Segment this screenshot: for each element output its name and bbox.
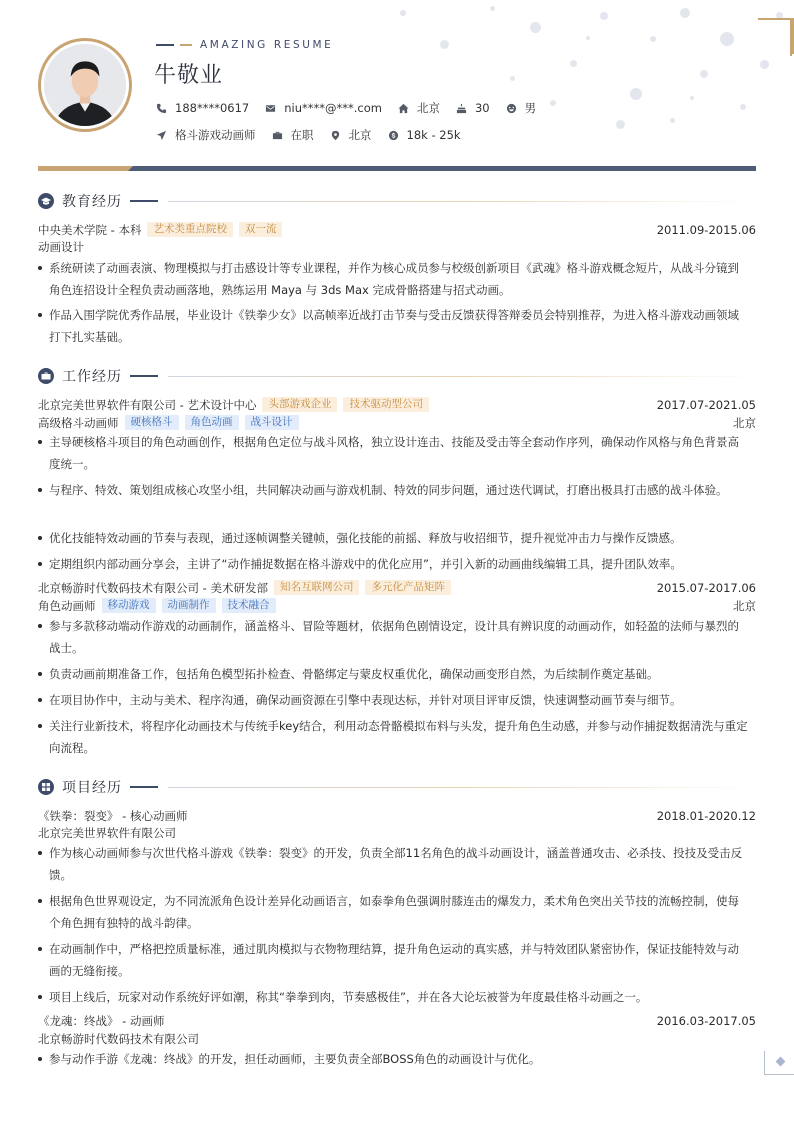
company-tag: 头部游戏企业 [262,397,337,412]
list-item: 根据角色世界观设定，为不同流派角色设计差异化动画语言，如泰拳角色强调肘膝连击的爆发力，柔术角色突出关节技的流畅控制，使每个角色拥有独特的战斗韵律。 [38,890,750,934]
school-tag: 艺术类重点院校 [147,222,233,237]
work-role: 高级格斗动画师 硬核格斗 角色动画 战斗设计 北京 [38,415,756,430]
cake-icon [456,103,467,114]
project-date: 2018.01-2020.12 [656,808,756,823]
coin-icon [388,130,399,141]
work-company: 北京畅游时代数码技术有限公司 - 美术研发部 知名互联网公司 多元化产品矩阵 2015.07-2017.06 [38,580,756,595]
school-tag: 双一流 [239,222,283,237]
mail-icon [265,103,276,114]
project-title: 《铁拳：裂变》 - 核心动画师 2018.01-2020.12 [38,808,756,823]
list-item: 关注行业新技术，将程序化动画技术与传统手key结合，利用动态骨骼模拟布料与头发，提升角色生动感，并参与动作捕捉数据清洗与重定向流程。 [38,715,750,759]
portrait-icon [44,44,126,126]
tagline [156,38,333,52]
list-item: 主导硬核格斗项目的角色动画创作，根据角色定位与战斗风格，独立设计连击、技能及受击等全套动作序列，确保动作风格与角色背景高度统一。 [38,431,750,475]
job-status: 在职 [272,127,314,143]
candidate-name: 牛敬业 [154,63,224,88]
company-tag: 知名互联网公司 [274,580,360,595]
role-tag: 角色动画 [185,415,239,430]
section-work [38,367,756,385]
work-company: 北京完美世界软件有限公司 - 艺术设计中心 头部游戏企业 技术驱动型公司 2017.07-2021.05 [38,397,756,412]
location-pin-icon [330,130,341,141]
list-item: 参与动作手游《龙魂：终战》的开发，担任动画师，主要负责全部BOSS角色的动画设计与优化。 [38,1048,750,1070]
education-major: 动画设计 [38,239,84,254]
work-date: 2015.07-2017.06 [656,580,756,595]
list-item: 负责动画前期准备工作，包括角色模型拓扑检查、骨骼绑定与蒙皮权重优化，确保动画变形自然，为后续制作奠定基础。 [38,663,750,685]
company-tag: 技术驱动型公司 [343,397,429,412]
send-icon [156,130,167,141]
company-tag: 多元化产品矩阵 [365,580,451,595]
age: 30 [456,101,490,115]
briefcase-icon [41,371,51,381]
list-item: 优化技能特效动画的节奏与表现，通过逐帧调整关键帧，强化技能的前摇、释放与收招细节，提升视觉冲击力与操作反馈感。 [38,527,750,549]
salary: 18k - 25k [388,128,461,142]
project-company: 北京畅游时代数码技术有限公司 [38,1031,199,1046]
list-item: 在项目协作中，主动与美术、程序沟通，确保动画资源在引擎中表现达标，并针对项目评审反馈，快速调整动画节奏与细节。 [38,689,750,711]
corner-decoration [758,18,794,54]
role-tag: 动画制作 [162,598,216,613]
list-item: 定期组织内部动画分享会，主讲了“动作捕捉数据在格斗游戏中的优化应用”，并引入新的动画曲线编辑工具，提升团队效率。 [38,553,750,575]
target-position: 格斗游戏动画师 [156,127,256,143]
job-intent-row [156,127,477,143]
section-title: 项目经历 [62,780,122,796]
decorative-dots [380,0,794,140]
project-date: 2016.03-2017.05 [656,1013,756,1028]
grid-icon [41,782,51,792]
tagline-text: AMAZING RESUME [200,39,334,51]
section-title: 工作经历 [62,369,122,385]
section-title: 教育经历 [62,194,122,210]
briefcase-icon [272,130,283,141]
role-tag: 硬核格斗 [125,415,179,430]
section-education [38,192,756,210]
work-city: 北京 [733,598,756,613]
section-project [38,778,756,796]
work-city: 北京 [733,415,756,430]
education-date: 2011.09-2015.06 [656,222,756,237]
city: 北京 [398,100,440,116]
list-item: 参与多款移动端动作游戏的动画制作，涵盖格斗、冒险等题材，依据角色剧情设定，设计具有辨识度的动画动作，如轻盈的法师与暴烈的战士。 [38,615,750,659]
work-role: 角色动画师 移动游戏 动画制作 技术融合 北京 [38,598,756,613]
list-item: 项目上线后，玩家对动作系统好评如潮，称其“拳拳到肉，节奏感极佳”，并在各大论坛被誉为年度最佳格斗动画之一。 [38,986,750,1008]
avatar [38,38,132,132]
home-icon [398,103,409,114]
project-title: 《龙魂：终战》 - 动画师 2016.03-2017.05 [38,1013,756,1028]
list-item: 作品入围学院优秀作品展，毕业设计《铁拳少女》以高帧率近战打击节奏与受击反馈获得答辩委员会特别推荐，为进入格斗游戏动画领域打下扎实基础。 [38,304,750,348]
header-divider [38,166,756,171]
project-company: 北京完美世界软件有限公司 [38,825,176,840]
list-item: 作为核心动画师参与次世代格斗游戏《铁拳：裂变》的开发，负责全部11名角色的战斗动画设计，涵盖普通攻击、必杀技、投技及受击反馈。 [38,842,750,886]
phone-icon [156,103,167,114]
gender: 男 [506,100,537,116]
education-header [38,221,756,238]
role-tag: 技术融合 [222,598,276,613]
work-date: 2017.07-2021.05 [656,397,756,412]
contact-row [156,100,552,116]
list-item: 系统研读了动画表演、物理模拟与打击感设计等专业课程，并作为核心成员参与校级创新项目《武魂》格斗游戏概念短片，从战斗分镜到角色连招设计全程负责动画落地，熟练运用 Maya 与 3ds Max 完成骨骼搭建与招式动画。 [38,257,750,301]
phone: 188****0617 [156,101,249,115]
smile-icon [506,103,517,114]
school-name: 中央美术学院 - 本科 [38,222,142,237]
graduation-cap-icon [41,196,51,206]
role-tag: 战斗设计 [245,415,299,430]
list-item: 与程序、特效、策划组成核心攻坚小组，共同解决动画与游戏机制、特效的同步问题，通过迭代调试，打磨出极具打击感的战斗体验。 [38,479,750,501]
role-tag: 移动游戏 [102,598,156,613]
target-city: 北京 [330,127,372,143]
list-item: 在动画制作中，严格把控质量标准，通过肌肉模拟与衣物物理结算，提升角色运动的真实感，并与特效团队紧密协作，保证技能特效与动画的无缝衔接。 [38,938,750,982]
email: niu****@***.com [265,101,382,115]
